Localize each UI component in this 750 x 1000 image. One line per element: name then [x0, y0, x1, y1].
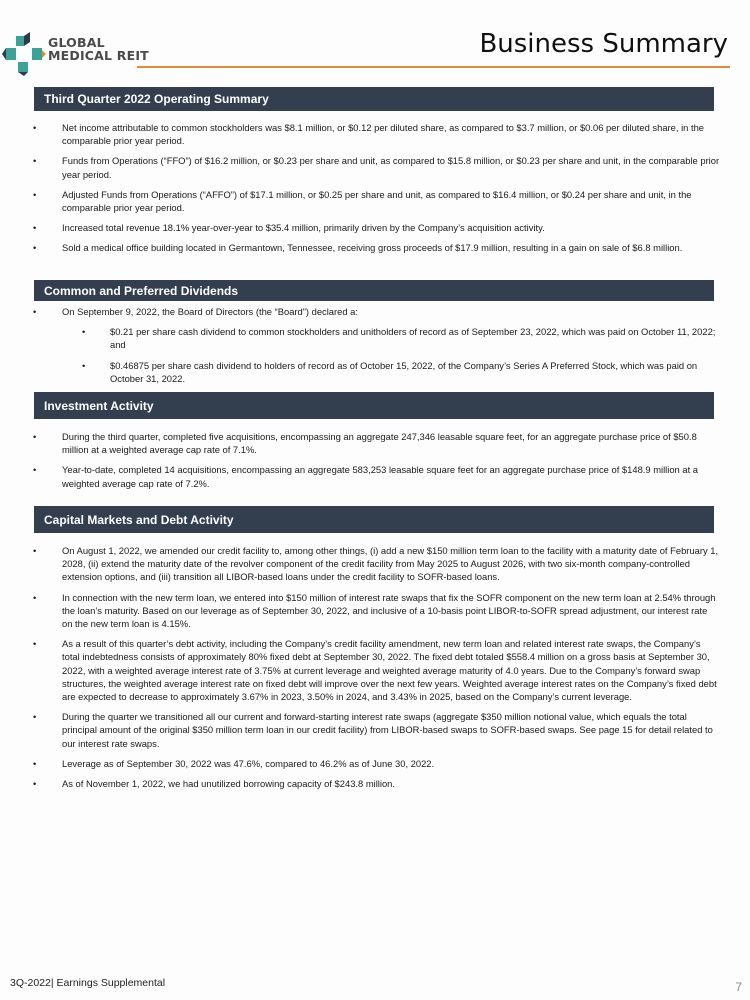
list-item	[30, 305, 720, 318]
dividends-sub-list	[30, 325, 720, 385]
logo-line-2: MEDICAL REIT	[48, 48, 149, 63]
list-item-text: On September 9, 2022, the Board of Directors (the “Board”) declared a:	[62, 306, 358, 317]
list-item: • During the third quarter, completed five acquisitions, encompassing an aggregate 247,346 leasable square feet, for an aggregate purchase price of $50.8 million at a weighted average cap rate of 7.1%.	[30, 430, 720, 456]
list-item: • During the quarter we transitioned all our current and forward-starting interest rate swaps (aggregate $350 million notional value, which equals the total principal amount of the original $350 million term loan in our credit facility) from LIBOR-based swaps to SOFR-based swaps. See page 15 for detail related to our interest rate swaps.	[30, 710, 720, 750]
logo-line-1: GLOBAL	[48, 35, 105, 50]
list-item: • Net income attributable to common stockholders was $8.1 million, or $0.12 per diluted share, as compared to $3.7 million, or $0.06 per diluted share, in the comparable prior year period.	[30, 121, 720, 147]
section-title: Third Quarter 2022 Operating Summary	[44, 92, 269, 106]
company-logo-text	[48, 36, 149, 62]
investment-activity-list	[30, 430, 720, 497]
title-divider	[137, 66, 730, 68]
page-title: Business Summary	[479, 29, 728, 59]
list-item: • In connection with the new term loan, we entered into $150 million of interest rate swaps that fix the SOFR component on the new term loan at 2.54% through the loan’s maturity. Based on our leverage as of September 30, 2022, and inclusive of a 10-basis point LIBOR-to-SOFR spread adjustment, our interest rate on the new term loan is 4.15%.	[30, 591, 720, 631]
list-item: • As a result of this quarter’s debt activity, including the Company’s credit facility amendment, new term loan and related interest rate swaps, the Company’s total indebtedness consists of approximately 80% fixed debt at September 30, 2022. The fixed debt totaled $558.4 million on a gross basis at September 30, 2022, with a weighted average interest rate of 3.75% at current leverage and weighted average maturity of 4.0 years. Due to the Company’s forward swap structures, the weighted average interest rate on fixed debt will improve over the next few years. Weighted average interest rates on the Company’s fixed debt are expected to decrease to approximately 3.67% in 2023, 3.50% in 2024, and 3.43% in 2025, based on the Company’s current leverage.	[30, 637, 720, 703]
sub-list-item: • $0.21 per share cash dividend to common stockholders and unitholders of record as of September 23, 2022, which was paid on October 11, 2022; and	[30, 325, 720, 351]
section-title: Capital Markets and Debt Activity	[44, 512, 234, 527]
list-item: • Sold a medical office building located in Germantown, Tennessee, receiving gross proceeds of $17.9 million, resulting in a gain on sale of $6.8 million.	[30, 241, 720, 254]
section-header-operating-summary	[34, 87, 714, 111]
list-item: • Adjusted Funds from Operations (“AFFO”) of $17.1 million, or $0.25 per share and unit, as compared to $16.4 million, or $0.24 per share and unit, in the comparable prior year period.	[30, 188, 720, 214]
list-item: • Leverage as of September 30, 2022 was 47.6%, compared to 46.2% as of June 30, 2022.	[30, 757, 720, 770]
page-number: 7	[735, 980, 742, 994]
section-header-dividends	[34, 280, 714, 301]
list-item: • Funds from Operations (“FFO”) of $16.2 million, or $0.23 per share and unit, as compared to $15.8 million, or $0.23 per share and unit, in the comparable prior year period.	[30, 154, 720, 180]
company-logo-icon	[2, 32, 46, 76]
list-item: • Increased total revenue 18.1% year-over-year to $35.4 million, primarily driven by the Company’s acquisition activity.	[30, 221, 720, 234]
section-header-investment-activity	[34, 392, 714, 419]
section-title: Investment Activity	[44, 398, 154, 413]
sub-list-item: • $0.46875 per share cash dividend to holders of record as of October 15, 2022, of the Company’s Series A Preferred Stock, which was paid on October 31, 2022.	[30, 359, 720, 385]
footer-label: 3Q-2022| Earnings Supplemental	[10, 977, 166, 989]
capital-markets-list	[30, 544, 720, 797]
list-item: • As of November 1, 2022, we had unutilized borrowing capacity of $243.8 million.	[30, 777, 720, 790]
list-item: • Year-to-date, completed 14 acquisitions, encompassing an aggregate 583,253 leasable square feet for an aggregate purchase price of $148.9 million at a weighted average cap rate of 7.2%.	[30, 463, 720, 489]
list-item: • On August 1, 2022, we amended our credit facility to, among other things, (i) add a new $150 million term loan to the facility with a maturity date of February 1, 2028, (ii) extend the maturity date of the revolver component of the credit facility from May 2025 to August 2026, with two six-month company-controlled extension options, and (iii) transition all LIBOR-based loans under the credit facility to SOFR-based loans.	[30, 544, 720, 584]
operating-summary-list	[30, 121, 720, 262]
section-header-capital-markets	[34, 506, 714, 533]
dividends-list	[30, 305, 720, 392]
section-title: Common and Preferred Dividends	[44, 283, 239, 298]
